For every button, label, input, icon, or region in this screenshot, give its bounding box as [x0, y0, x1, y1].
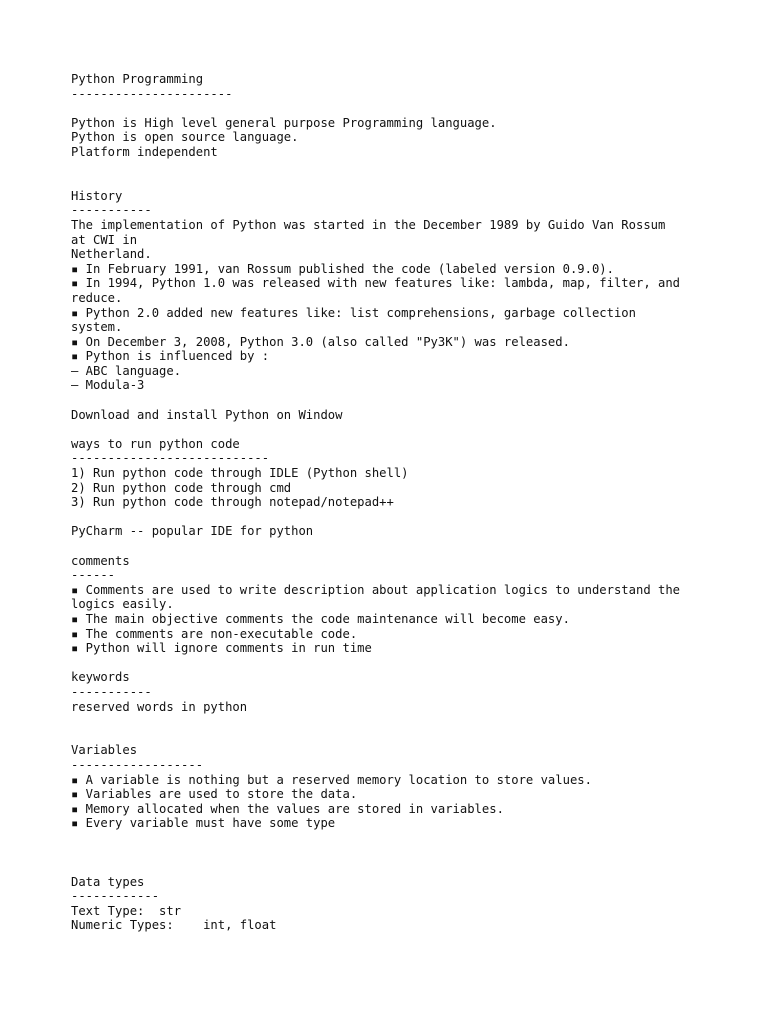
text-line: Numeric Types: int, float	[71, 918, 277, 933]
text-line: ▪ Variables are used to store the data.	[71, 787, 358, 802]
text-line: ▪ Memory allocated when the values are stored in variables.	[71, 801, 504, 816]
text-line: Variables	[71, 743, 138, 758]
text-line: Python is High level general purpose Programming language.	[71, 115, 497, 130]
text-line: ------	[71, 568, 116, 583]
text-line: 3) Run python code through notepad/notepad++	[71, 495, 394, 510]
text-line: – ABC language.	[71, 363, 182, 378]
text-line: ▪ In February 1991, van Rossum published the code (labeled version 0.9.0).	[71, 261, 614, 276]
text-line: system.	[71, 320, 123, 335]
blank-line	[71, 422, 711, 437]
text-line: Netherland.	[71, 247, 152, 262]
text-line: – Modula-3	[71, 378, 145, 393]
text-line: ▪ Python is influenced by :	[71, 349, 270, 364]
blank-line	[71, 831, 711, 846]
blank-line	[71, 174, 711, 189]
text-line: ▪ On December 3, 2008, Python 3.0 (also called "Py3K") was released.	[71, 334, 570, 349]
text-line: ▪ In 1994, Python 1.0 was released with new features like: lambda, map, filter, and	[71, 276, 681, 291]
text-line: ▪ Comments are used to write description about application logics to understand the	[71, 582, 681, 597]
text-line: -----------	[71, 684, 152, 699]
text-line: ▪ Python will ignore comments in run time	[71, 641, 372, 656]
blank-line	[71, 393, 711, 408]
text-line: Data types	[71, 874, 145, 889]
blank-line	[71, 860, 711, 875]
text-line: ----------------------	[71, 86, 233, 101]
text-line: -----------	[71, 203, 152, 218]
text-line: ------------	[71, 889, 160, 904]
text-line: ▪ Every variable must have some type	[71, 816, 336, 831]
text-line: Platform independent	[71, 144, 218, 159]
text-line: keywords	[71, 670, 130, 685]
blank-line	[71, 539, 711, 554]
text-line: ▪ Python 2.0 added new features like: list comprehensions, garbage collection	[71, 305, 636, 320]
text-line: Download and install Python on Window	[71, 407, 343, 422]
text-line: ------------------	[71, 757, 204, 772]
text-line: ways to run python code	[71, 436, 240, 451]
blank-line	[71, 656, 711, 671]
blank-line	[71, 845, 711, 860]
text-line: ---------------------------	[71, 451, 270, 466]
text-line: History	[71, 188, 123, 203]
blank-line	[71, 729, 711, 744]
text-line: logics easily.	[71, 597, 174, 612]
blank-line	[71, 510, 711, 525]
text-line: ▪ The main objective comments the code maintenance will become easy.	[71, 611, 570, 626]
text-line: Python Programming	[71, 72, 204, 86]
text-line: reduce.	[71, 290, 123, 305]
text-line: reserved words in python	[71, 699, 248, 714]
text-line: ▪ The comments are non-executable code.	[71, 626, 358, 641]
text-line: at CWI in	[71, 232, 138, 247]
text-line: PyCharm -- popular IDE for python	[71, 524, 314, 539]
text-line: 2) Run python code through cmd	[71, 480, 292, 495]
document-page	[71, 72, 711, 933]
text-line: Python is open source language.	[71, 130, 299, 145]
text-line: Text Type: str	[71, 903, 182, 918]
text-line: ▪ A variable is nothing but a reserved memory location to store values.	[71, 772, 592, 787]
text-line: 1) Run python code through IDLE (Python shell)	[71, 466, 409, 481]
text-line: comments	[71, 553, 130, 568]
blank-line	[71, 101, 711, 116]
blank-line	[71, 714, 711, 729]
text-line: The implementation of Python was started in the December 1989 by Guido Van Rossum	[71, 217, 666, 232]
blank-line	[71, 160, 711, 175]
